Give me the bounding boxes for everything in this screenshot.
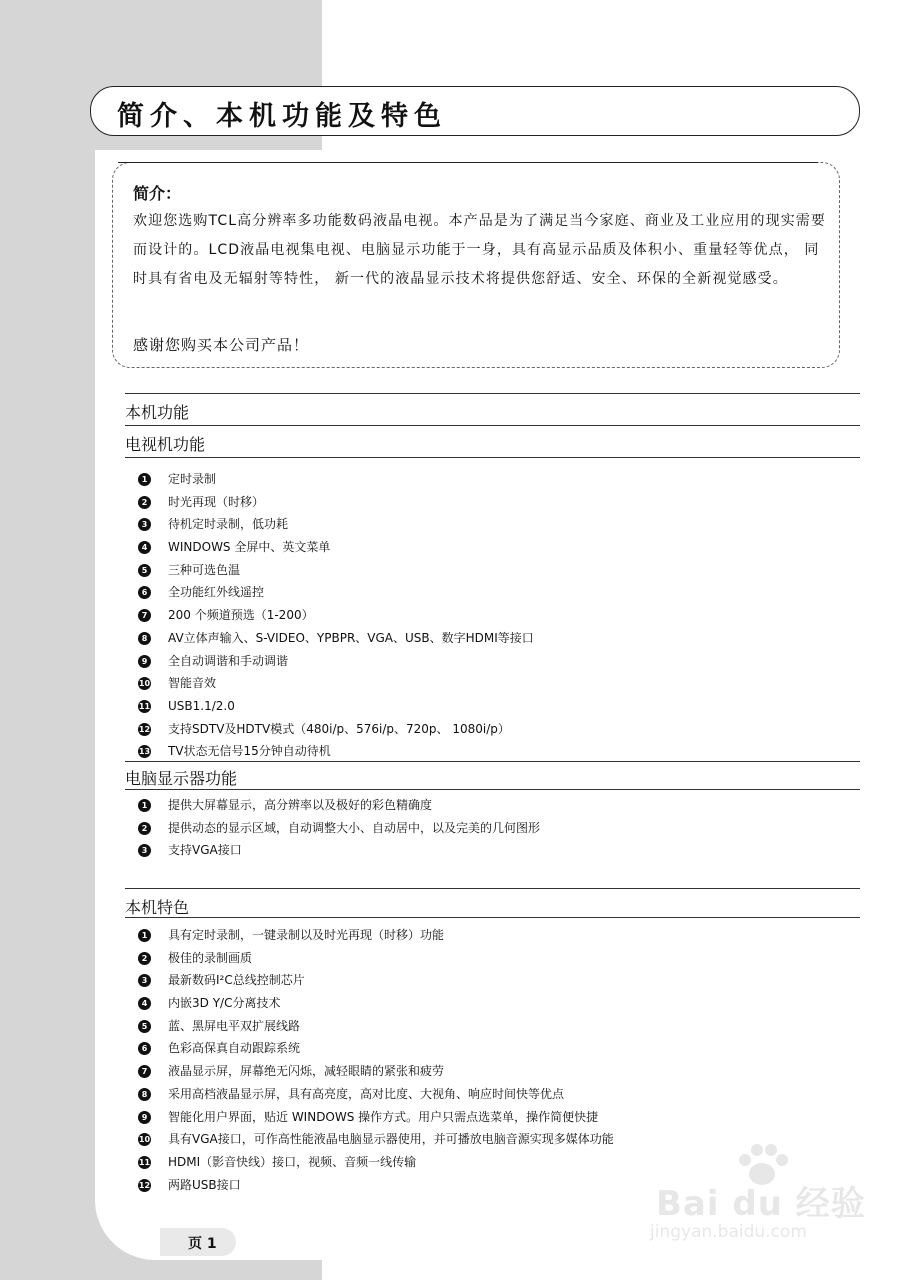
list-item xyxy=(138,513,534,536)
list-item-text: 提供动态的显示区域，自动调整大小、自动居中，以及完美的几何图形 xyxy=(168,820,541,835)
number-bullet: 2 xyxy=(138,822,151,835)
number-bullet: 3 xyxy=(138,844,151,857)
list-item xyxy=(138,1174,614,1197)
pc-heading: 电脑显示器功能 xyxy=(125,769,238,788)
list-item xyxy=(138,468,534,491)
section-rule xyxy=(125,917,860,918)
number-bullet: 7 xyxy=(138,609,151,622)
list-item xyxy=(138,1106,614,1129)
number-bullet: 3 xyxy=(138,974,151,987)
list-item-text: 两路USB接口 xyxy=(168,1177,241,1192)
list-item-text: 待机定时录制，低功耗 xyxy=(168,517,289,532)
list-item xyxy=(138,947,614,970)
list-item-text: 定时录制 xyxy=(168,472,217,486)
title-frame xyxy=(90,86,860,136)
list-item xyxy=(138,924,614,947)
section-rule xyxy=(125,425,860,426)
number-bullet: 9 xyxy=(138,1111,151,1124)
number-bullet: 1 xyxy=(138,799,151,812)
list-item xyxy=(138,992,614,1015)
list-item-text: 蓝、黑屏电平双扩展线路 xyxy=(168,1018,301,1033)
number-bullet: 3 xyxy=(138,518,151,531)
list-item-text: USB1.1/2.0 xyxy=(168,698,235,713)
list-item xyxy=(138,1060,614,1083)
special-heading: 本机特色 xyxy=(125,898,190,917)
list-item-text: 具有定时录制，一键录制以及时光再现（时移）功能 xyxy=(168,928,445,942)
list-item-text: 200 个频道预选（1-200） xyxy=(168,608,314,623)
list-item xyxy=(138,969,614,992)
number-bullet: 2 xyxy=(138,952,151,965)
list-item-text: 全功能红外线遥控 xyxy=(168,585,265,600)
list-item-text: 全自动调谐和手动调谐 xyxy=(168,653,289,668)
special-feature-list xyxy=(138,924,614,1196)
list-item-text: WINDOWS 全屏中、英文菜单 xyxy=(168,540,331,555)
watermark-brand: Bai du 经验 xyxy=(656,1184,866,1224)
list-item-text: 极佳的录制画质 xyxy=(168,950,253,965)
number-bullet: 13 xyxy=(138,747,151,757)
baidu-watermark xyxy=(640,1140,880,1250)
list-item-text: TV状态无信号15分钟自动待机 xyxy=(168,744,331,759)
intro-thanks: 感谢您购买本公司产品！ xyxy=(133,336,310,354)
list-item-text: HDMI（影音快线）接口，视频、音频一线传输 xyxy=(168,1154,417,1169)
number-bullet: 11 xyxy=(138,1157,151,1167)
number-bullet: 11 xyxy=(138,701,151,711)
list-item xyxy=(138,1037,614,1060)
list-item xyxy=(138,740,534,763)
section-rule xyxy=(125,789,860,790)
page-title: 简介、本机功能及特色 xyxy=(117,101,447,132)
list-item xyxy=(138,1128,614,1151)
list-item-text: 提供大屏幕显示，高分辨率以及极好的彩色精确度 xyxy=(168,798,433,812)
number-bullet: 2 xyxy=(138,496,151,509)
list-item xyxy=(138,1083,614,1106)
intro-paragraph: 欢迎您选购TCL高分辨率多功能数码液晶电视。本产品是为了满足当今家庭、商业及工业应用的现实需要而设计的。LCD液晶电视集电视、电脑显示功能于一身，具有高显示品质及体积小、重量轻等优点， 同时具有省电及无辐射等特性， 新一代的液晶显示技术将提供您舒适、安全、环保的全新视觉感受。 xyxy=(133,213,827,287)
list-item-text: 支持SDTV及HDTV模式（480i/p、576i/p、720p、 1080i/p） xyxy=(168,721,510,736)
number-bullet: 6 xyxy=(138,1042,151,1055)
list-item xyxy=(138,1015,614,1038)
tv-feature-list xyxy=(138,468,534,763)
list-item xyxy=(138,1151,614,1174)
number-bullet: 4 xyxy=(138,541,151,554)
list-item xyxy=(138,650,534,673)
number-bullet: 10 xyxy=(138,1135,151,1145)
list-item xyxy=(138,491,534,514)
intro-top-rule xyxy=(118,162,818,163)
number-bullet: 6 xyxy=(138,586,151,599)
list-item xyxy=(138,559,534,582)
number-bullet: 7 xyxy=(138,1065,151,1078)
number-bullet: 9 xyxy=(138,655,151,668)
list-item xyxy=(138,581,534,604)
list-item xyxy=(138,672,534,695)
number-bullet: 1 xyxy=(138,929,151,942)
number-bullet: 8 xyxy=(138,632,151,645)
section-rule xyxy=(125,393,860,394)
list-item-text: 时光再现（时移） xyxy=(168,494,265,509)
list-item-text: 内嵌3D Y/C分离技术 xyxy=(168,996,281,1011)
list-item-text: 液晶显示屏，屏幕绝无闪烁，减轻眼睛的紧张和疲劳 xyxy=(168,1064,445,1079)
list-item-text: 三种可选色温 xyxy=(168,562,241,577)
list-item-text: 支持VGA接口 xyxy=(168,843,242,858)
watermark-url: jingyan.baidu.com xyxy=(650,1222,807,1242)
list-item xyxy=(138,627,534,650)
list-item-text: 最新数码I²C总线控制芯片 xyxy=(168,973,305,988)
features-heading: 本机功能 xyxy=(125,403,190,422)
list-item xyxy=(138,817,540,840)
list-item-text: 智能音效 xyxy=(168,676,217,691)
list-item xyxy=(138,794,540,817)
number-bullet: 5 xyxy=(138,1020,151,1033)
section-rule xyxy=(125,761,860,762)
number-bullet: 1 xyxy=(138,473,151,486)
list-item xyxy=(138,718,534,741)
number-bullet: 12 xyxy=(138,724,151,734)
list-item-text: 具有VGA接口，可作高性能液晶电脑显示器使用，并可播放电脑音源实现多媒体功能 xyxy=(168,1132,614,1147)
list-item xyxy=(138,536,534,559)
number-bullet: 12 xyxy=(138,1180,151,1190)
list-item-text: 采用高档液晶显示屏，具有高亮度，高对比度、大视角、响应时间快等优点 xyxy=(168,1086,565,1101)
list-item-text: 智能化用户界面，贴近 WINDOWS 操作方式。用户只需点选菜单，操作简便快捷 xyxy=(168,1109,599,1124)
list-item-text: 色彩高保真自动跟踪系统 xyxy=(168,1041,301,1056)
list-item xyxy=(138,695,534,718)
list-item-text: AV立体声输入、S-VIDEO、YPBPR、VGA、USB、数字HDMI等接口 xyxy=(168,630,534,645)
tv-heading: 电视机功能 xyxy=(125,435,206,454)
pc-feature-list xyxy=(138,794,540,862)
section-rule xyxy=(125,888,860,889)
number-bullet: 4 xyxy=(138,997,151,1010)
number-bullet: 8 xyxy=(138,1088,151,1101)
number-bullet: 5 xyxy=(138,564,151,577)
list-item xyxy=(138,839,540,862)
intro-heading: 简介： xyxy=(133,184,182,203)
page-number: 页 1 xyxy=(188,1236,217,1252)
list-item xyxy=(138,604,534,627)
number-bullet: 10 xyxy=(138,679,151,689)
section-rule xyxy=(125,457,860,458)
